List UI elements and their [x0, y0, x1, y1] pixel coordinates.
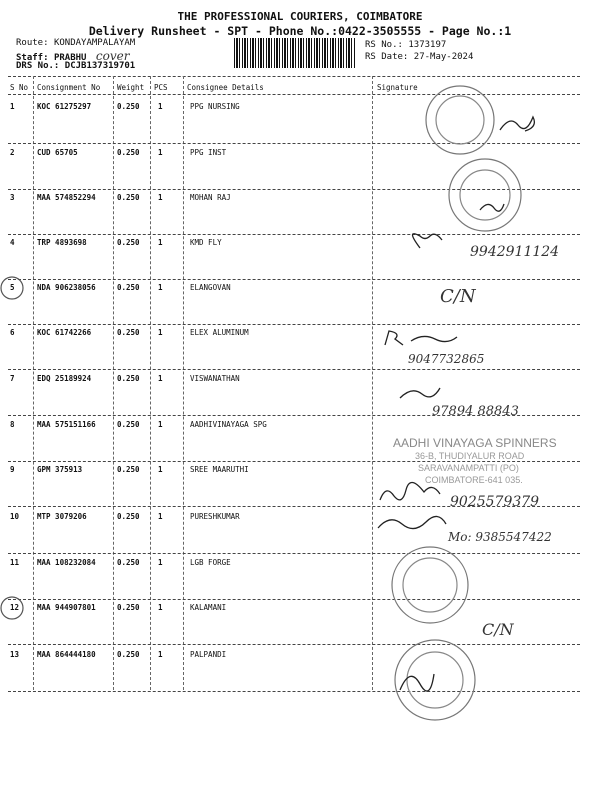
col-header-consignment: Consignment No: [37, 83, 101, 92]
row-7-pcs: 1: [158, 374, 163, 383]
row-5-weight: 0.250: [117, 283, 140, 292]
row-3-weight: 0.250: [117, 193, 140, 202]
drs-value: DCJB137319701: [64, 61, 136, 71]
row-10-mobile-note: Mo: 9385547422: [448, 530, 552, 544]
row-8-sno: 8: [10, 420, 15, 429]
row-5-sno: 5: [10, 283, 15, 292]
runsheet-subtitle: Delivery Runsheet - SPT - Phone No.:0422-3505555 - Page No.:1: [88, 24, 512, 38]
rs-date-value: 27-May-2024: [413, 52, 474, 62]
row-7-phone-note: 97894 88843: [432, 404, 519, 419]
col-header-pcs: PCS: [154, 83, 168, 92]
stamp-row-8-line3: SARAVANAMPATTI (PO): [418, 463, 519, 473]
staff-value: PRABHU: [53, 53, 87, 63]
stamp-row-8-line2: 36-B, THUDIYALUR ROAD: [415, 451, 525, 461]
col-header-signature: Signature: [377, 83, 418, 92]
row-2-weight: 0.250: [117, 148, 140, 157]
row-12-cn-note: C/N: [482, 620, 514, 639]
row-4-consignee: KMD FLY: [190, 238, 222, 247]
row-10-weight: 0.250: [117, 512, 140, 521]
signature-row-9: [380, 482, 440, 500]
row-9-pcs: 1: [158, 465, 163, 474]
row-7-consignment: EDQ 25189924: [37, 374, 92, 383]
row-10-sno: 10: [10, 512, 20, 521]
row-1-consignee: PPG NURSING: [190, 102, 240, 111]
col-header-sno: S No: [10, 83, 29, 92]
staff-note: cover: [95, 49, 130, 63]
stamp-row-13-inner: [407, 652, 463, 708]
row-10-consignee: PURESHKUMAR: [190, 512, 240, 521]
col-header-weight: Weight: [117, 83, 145, 92]
row-8-consignee: AADHIVINAYAGA SPG: [190, 420, 267, 429]
row-9-phone-note: 9025579379: [450, 494, 540, 510]
row-7-weight: 0.250: [117, 374, 140, 383]
rs-no-label: RS No.:: [365, 40, 403, 50]
row-3-pcs: 1: [158, 193, 163, 202]
row-12-sno: 12: [10, 603, 20, 612]
col-header-consignee: Consignee Details: [187, 83, 264, 92]
row-12-circle-mark: [1, 597, 23, 619]
row-5-consignment: NDA 906238056: [37, 283, 96, 292]
stamp-row-8-line4: COIMBATORE-641 035.: [425, 475, 523, 485]
row-6-sno: 6: [10, 328, 15, 337]
row-2-sno: 2: [10, 148, 15, 157]
signature-row-4: [413, 234, 443, 248]
row-10-consignment: MTP 3079206: [37, 512, 87, 521]
row-8-consignment: MAA 575151166: [37, 420, 96, 429]
row-1-weight: 0.250: [117, 102, 140, 111]
row-8-pcs: 1: [158, 420, 163, 429]
row-8-weight: 0.250: [117, 420, 140, 429]
signature-row-13: [400, 674, 434, 691]
row-5-cn-note: C/N: [440, 286, 476, 307]
row-6-pcs: 1: [158, 328, 163, 337]
stamp-row-3-inner: [460, 170, 510, 220]
row-5-pcs: 1: [158, 283, 163, 292]
row-12-pcs: 1: [158, 603, 163, 612]
row-9-weight: 0.250: [117, 465, 140, 474]
row-13-consignment: MAA 864444180: [37, 650, 96, 659]
stamp-row-1-inner: [436, 96, 484, 144]
row-13-weight: 0.250: [117, 650, 140, 659]
row-12-weight: 0.250: [117, 603, 140, 612]
row-7-sno: 7: [10, 374, 15, 383]
row-7-consignee: VISWANATHAN: [190, 374, 240, 383]
row-11-sno: 11: [10, 558, 20, 567]
row-6-weight: 0.250: [117, 328, 140, 337]
row-12-consignee: KALAMANI: [190, 603, 227, 612]
rs-date-label: RS Date:: [365, 52, 409, 62]
row-4-weight: 0.250: [117, 238, 140, 247]
row-2-consignment: CUD 65705: [37, 148, 78, 157]
row-11-consignment: MAA 108232084: [37, 558, 96, 567]
stamp-row-8-line1: AADHI VINAYAGA SPINNERS: [393, 436, 557, 450]
row-4-phone-note: 9942911124: [470, 244, 560, 260]
row-4-sno: 4: [10, 238, 15, 247]
row-11-pcs: 1: [158, 558, 163, 567]
row-10-pcs: 1: [158, 512, 163, 521]
row-13-consignee: PALPANDI: [190, 650, 227, 659]
route-label: Route:: [16, 38, 49, 48]
row-1-consignment: KOC 61275297: [37, 102, 92, 111]
row-12-consignment: MAA 944907801: [37, 603, 96, 612]
staff-label: Staff:: [16, 53, 49, 63]
row-11-weight: 0.250: [117, 558, 140, 567]
signature-row-6: [385, 331, 457, 345]
row-6-phone-note: 9047732865: [408, 352, 485, 366]
row-3-sno: 3: [10, 193, 15, 202]
row-1-pcs: 1: [158, 102, 163, 111]
row-4-pcs: 1: [158, 238, 163, 247]
row-11-consignee: LGB FORGE: [190, 558, 231, 567]
row-6-consignment: KOC 61742266: [37, 328, 92, 337]
row-1-sno: 1: [10, 102, 15, 111]
row-3-consignee: MOHAN RAJ: [190, 193, 231, 202]
signature-row-10: [378, 516, 446, 528]
row-13-sno: 13: [10, 650, 20, 659]
row-5-circle-mark: [1, 277, 23, 299]
row-5-consignee: ELANGOVAN: [190, 283, 231, 292]
row-4-consignment: TRP 4893698: [37, 238, 87, 247]
row-9-consignment: GPM 375913: [37, 465, 83, 474]
company-title: THE PROFESSIONAL COURIERS, COIMBATORE: [177, 10, 423, 23]
row-13-pcs: 1: [158, 650, 163, 659]
rs-no-value: 1373197: [408, 40, 447, 50]
stamp-row-11-inner: [403, 558, 457, 612]
row-3-consignment: MAA 574852294: [37, 193, 96, 202]
row-9-consignee: SREE MAARUTHI: [190, 465, 249, 474]
signature-row-7: [400, 388, 440, 398]
row-2-consignee: PPG INST: [190, 148, 227, 157]
signature-row-3: [480, 204, 504, 211]
row-6-consignee: ELEX ALUMINUM: [190, 328, 249, 337]
route-value: KONDAYAMPALAYAM: [53, 38, 136, 48]
row-2-pcs: 1: [158, 148, 163, 157]
row-9-sno: 9: [10, 465, 15, 474]
drs-label: DRS No.:: [16, 61, 60, 71]
signature-row-1: [500, 117, 534, 131]
